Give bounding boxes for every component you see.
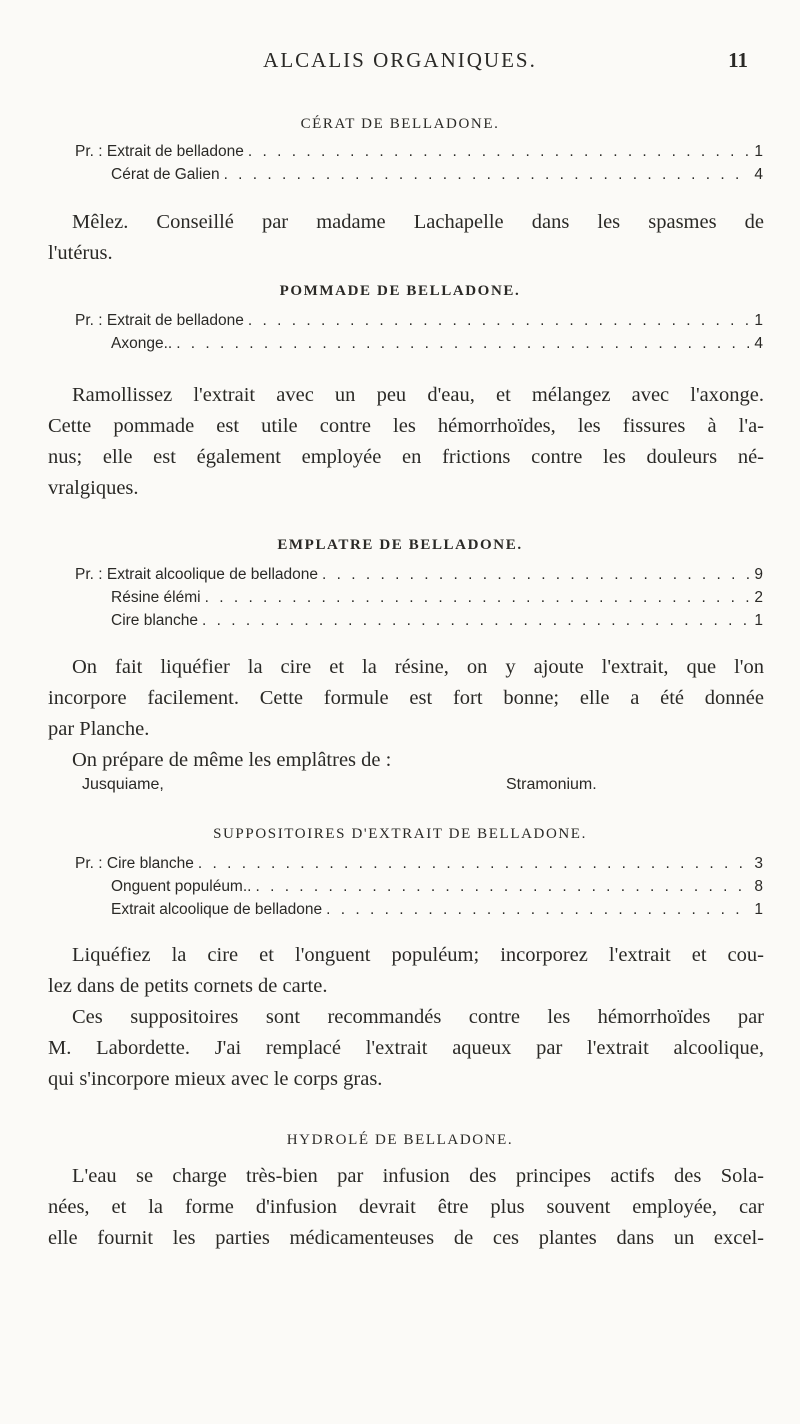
text-line: On fait liquéfier la cire et la résine, on y ajoute l'extrait, que l'on (72, 656, 764, 678)
leader-dots (255, 878, 750, 896)
ingredient-row (75, 612, 763, 635)
text-line: Mêlez. Conseillé par madame Lachapelle dans les spasmes de (72, 211, 764, 233)
ingredient-name: Cire blanche (106, 855, 194, 872)
recipe-emplatre (75, 566, 763, 635)
ingredient-name: Cérat de Galien (111, 166, 220, 183)
recipe-pommade (75, 312, 763, 358)
ingredient-quantity: 1 (754, 312, 763, 329)
text-line: l'utérus. (48, 242, 113, 264)
section-title-cerat: CÉRAT DE BELLADONE. (300, 116, 500, 132)
leader-dots (322, 566, 750, 584)
text-line: On prépare de même les emplâtres de : (72, 749, 392, 771)
plant-right: Stramonium. (506, 776, 597, 793)
text-line: elle fournit les parties médicamenteuses de ces plantes dans un excel- (48, 1227, 764, 1249)
section-title-emplatre: EMPLATRE DE BELLADONE. (277, 537, 523, 553)
plants-line (48, 776, 764, 800)
text-line: vralgiques. (48, 477, 139, 499)
running-title: ALCALIS ORGANIQUES. (263, 48, 537, 72)
ingredient-quantity: 4 (754, 335, 763, 352)
leader-dots (248, 143, 750, 161)
paragraph-pommade (48, 380, 764, 504)
section-title-pommade: POMMADE DE BELLADONE. (279, 283, 521, 299)
ingredient-row (75, 143, 763, 166)
text-line: lez dans de petits cornets de carte. (48, 975, 328, 997)
ingredient-quantity: 9 (754, 566, 763, 583)
ingredient-name: Extrait de belladone (106, 312, 244, 329)
text-line: qui s'incorpore mieux avec le corps gras. (48, 1068, 383, 1090)
text-line: M. Labordette. J'ai remplacé l'extrait aqueux par l'extrait alcoolique, (48, 1037, 764, 1059)
ingredient-name: Onguent populéum.. (111, 878, 252, 895)
ingredient-quantity: 1 (754, 901, 763, 918)
ingredient-name: Extrait alcoolique de belladone (111, 901, 323, 918)
text-line: incorpore facilement. Cette formule est fort bonne; elle a été donnée (48, 687, 764, 709)
section-title-hydrole: HYDROLÉ DE BELLADONE. (286, 1132, 514, 1148)
paragraph-hydrole (48, 1161, 764, 1254)
text-line: Ces suppositoires sont recommandés contre les hémorrhoïdes par (72, 1006, 764, 1028)
section-title-suppositoires: SUPPOSITOIRES D'EXTRAIT DE BELLADONE. (213, 826, 587, 842)
leader-dots (224, 166, 751, 184)
ingredient-quantity: 1 (754, 612, 763, 629)
leader-dots (248, 312, 750, 330)
text-line: nus; elle est également employée en frictions contre les douleurs né- (48, 446, 764, 468)
ingredient-row (75, 166, 763, 189)
ingredient-quantity: 2 (754, 589, 763, 606)
ingredient-quantity: 1 (754, 143, 763, 160)
ingredient-prefix: Pr. : (75, 312, 107, 329)
ingredient-quantity: 4 (754, 166, 763, 183)
page-number: 11 (728, 48, 748, 72)
running-head (0, 48, 800, 78)
ingredient-prefix: Pr. : (75, 566, 107, 583)
leader-dots (198, 855, 750, 873)
ingredient-quantity: 8 (754, 878, 763, 895)
ingredient-name: Cire blanche (111, 612, 199, 629)
paragraph-emplatre (48, 652, 764, 776)
ingredient-row (75, 335, 763, 358)
ingredient-row (75, 855, 763, 878)
recipe-suppositoires (75, 855, 763, 924)
ingredient-row (75, 878, 763, 901)
leader-dots (205, 589, 751, 607)
ingredient-name: Résine élémi (111, 589, 201, 606)
text-line: L'eau se charge très-bien par infusion des principes actifs des Sola- (72, 1165, 764, 1187)
ingredient-prefix: Pr. : (75, 143, 107, 160)
leader-dots (326, 901, 750, 919)
ingredient-row (75, 589, 763, 612)
ingredient-row (75, 566, 763, 589)
leader-dots (202, 612, 750, 630)
ingredient-name: Extrait de belladone (106, 143, 244, 160)
plant-left: Jusquiame, (82, 776, 164, 793)
leader-dots (176, 335, 750, 353)
paragraph-cerat (48, 207, 764, 269)
ingredient-name: Axonge.. (111, 335, 173, 352)
ingredient-row (75, 312, 763, 335)
text-line: par Planche. (48, 718, 150, 740)
recipe-cerat (75, 143, 763, 189)
text-line: Liquéfiez la cire et l'onguent populéum; incorporez l'extrait et cou- (72, 944, 764, 966)
ingredient-row (75, 901, 763, 924)
text-line: nées, et la forme d'infusion devrait être plus souvent employée, car (48, 1196, 764, 1218)
ingredient-name: Extrait alcoolique de belladone (106, 566, 318, 583)
ingredient-prefix: Pr. : (75, 855, 107, 872)
paragraph-suppositoires (48, 940, 764, 1095)
text-line: Cette pommade est utile contre les hémorrhoïdes, les fissures à l'a- (48, 415, 764, 437)
ingredient-quantity: 3 (754, 855, 763, 872)
text-line: Ramollissez l'extrait avec un peu d'eau, et mélangez avec l'axonge. (72, 384, 764, 406)
